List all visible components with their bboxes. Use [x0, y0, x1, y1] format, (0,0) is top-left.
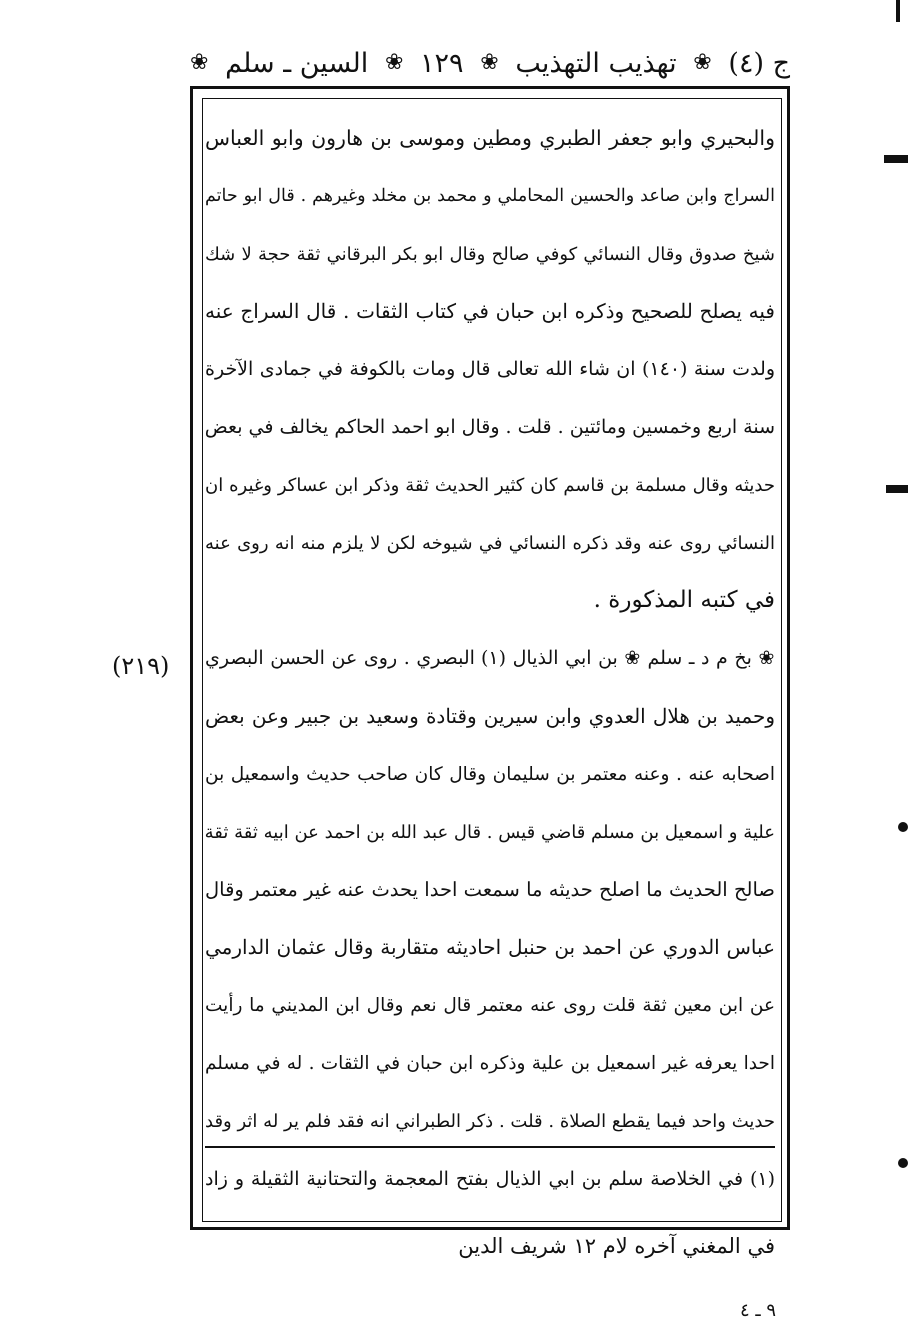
- footnote: [205, 1155, 775, 1203]
- text-line: اصحابه عنه . وعنه معتمر بن سليمان وقال كان صاحب حديث واسمعيل بن: [205, 763, 775, 785]
- text-line: صالح الحديث ما اصلح حديثه ما سمعت احدا يحدث عنه غير معتمر وقال: [205, 878, 775, 902]
- text-line: سنة اربع وخمسين ومائتين . قلت . وقال ابو احمد الحاكم يخالف في بعض: [205, 415, 775, 438]
- text-line: حديث واحد فيما يقطع الصلاة . قلت . ذكر الطبراني انه فقد فلم ير له اثر وقد: [205, 1110, 775, 1132]
- scan-edge-mark: [896, 0, 900, 22]
- text-line: فيه يصلح للصحيح وذكره ابن حبان في كتاب الثقات . قال السراج عنه: [205, 299, 775, 324]
- signature-mark: ٩ ـ ٤: [740, 1300, 777, 1321]
- text-line: حديثه وقال مسلمة بن قاسم كان كثير الحديث ثقة وذكر ابن عساكر وغيره ان: [205, 474, 775, 496]
- margin-entry-number: (٢١٩): [112, 652, 170, 680]
- page-number: ١٢٩: [420, 47, 464, 79]
- ornament-icon: ❀: [480, 50, 499, 75]
- running-header: [190, 40, 790, 86]
- text-line: والبحيري وابو جعفر الطبري ومطين وموسى بن هارون وابو العباس: [205, 126, 775, 150]
- ornament-icon: ❀: [693, 50, 712, 75]
- scan-edge-mark: [898, 1158, 908, 1168]
- text-line: عباس الدوري عن احمد بن حنبل احاديثه متقاربة وقال عثمان الدارمي: [205, 935, 775, 960]
- footnote-line: (١) في الخلاصة سلم بن ابي الذيال بفتح المعجمة والتحتانية الثقيلة و زاد: [205, 1168, 775, 1190]
- ornament-icon: ❀: [384, 50, 404, 75]
- section-title: السين ـ سلم: [225, 47, 369, 79]
- text-line: وحميد بن هلال العدوي وابن سيرين وقتادة وسعيد بن جبير وعن بعض: [205, 703, 775, 728]
- scan-edge-mark: [898, 822, 908, 832]
- text-line: ولدت سنة (١٤٠) ان شاء الله تعالى قال ومات بالكوفة في جمادى الآخرة: [205, 358, 775, 381]
- volume-label: ج (٤): [728, 47, 790, 79]
- text-line: شيخ صدوق وقال النسائي كوفي صالح وقال ابو بكر البرقاني ثقة حجة لا شك: [205, 243, 775, 265]
- text-line: السراج وابن صاعد والحسين المحاملي و محمد بن مخلد وغيرهم . قال ابو حاتم: [205, 185, 775, 206]
- text-line: علية و اسمعيل بن مسلم قاضي قيس . قال عبد الله بن احمد عن ابيه ثقة ثقة: [205, 821, 775, 843]
- text-line: عن ابن معين ثقة قلت روى عنه معتمر قال نعم وقال ابن المديني ما رأيت: [205, 994, 775, 1016]
- text-line: في كتبه المذكورة .: [593, 587, 775, 614]
- text-line: احدا يعرفه غير اسمعيل بن علية وذكره ابن حبان في الثقات . له في مسلم: [205, 1052, 775, 1074]
- book-title: تهذيب التهذيب: [515, 47, 677, 79]
- scan-edge-mark: [886, 485, 908, 493]
- footnote-rule: [205, 1146, 775, 1148]
- text-line: النسائي روى عنه وقد ذكره النسائي في شيوخه لكن لا يلزم منه انه روى عنه: [205, 532, 775, 554]
- ornament-icon: ❀: [190, 50, 209, 75]
- entry-heading-line: ❀ بخ م د ـ سلم ❀ بن ابي الذيال (١) البصري . روى عن الحسن البصري: [205, 647, 775, 670]
- footnote-continuation: في المغني آخره لام ١٢ شريف الدين: [458, 1234, 775, 1258]
- scan-edge-mark: [884, 155, 908, 163]
- main-text: [205, 110, 775, 1150]
